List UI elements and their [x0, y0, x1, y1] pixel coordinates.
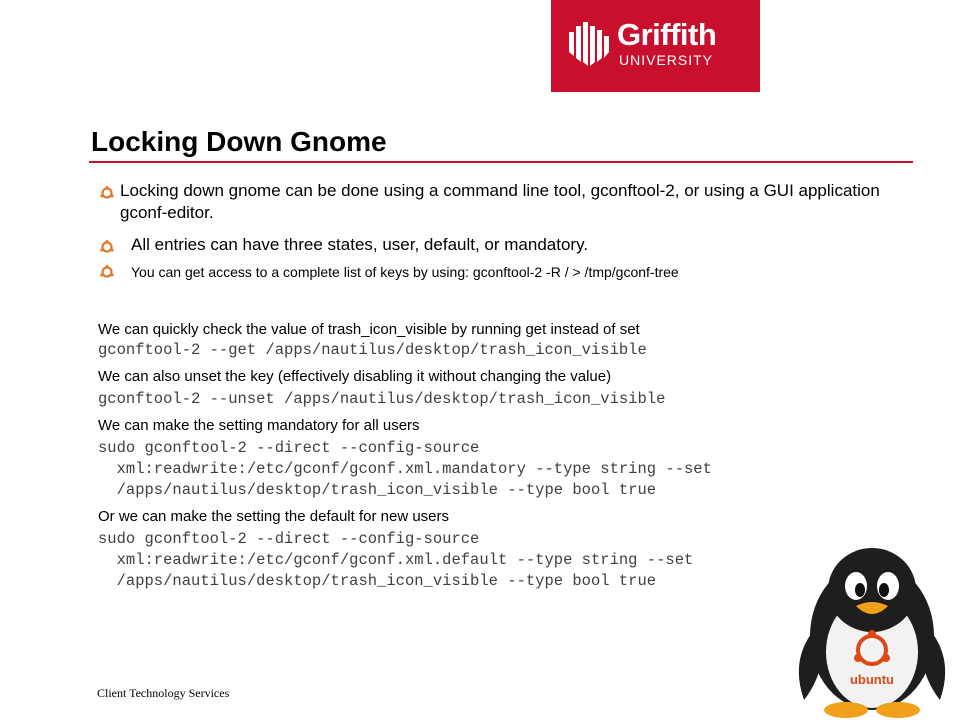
bullet-text: Locking down gnome can be done using a command line tool, gconftool-2, or using a GUI application gconf-editor. — [120, 181, 880, 222]
bullet-text: All entries can have three states, user, default, or mandatory. — [131, 235, 589, 254]
ubuntu-badge-text: ubuntu — [849, 672, 895, 687]
code-line: gconftool-2 --get /apps/nautilus/desktop/trash_icon_visible — [98, 341, 647, 359]
bullet-item — [98, 234, 898, 256]
griffith-logo — [551, 0, 760, 92]
explanation-text: We can also unset the key (effectively disabling it without changing the value) — [98, 368, 612, 385]
explanation-text: We can make the setting mandatory for all users — [98, 417, 420, 434]
logo-name: Griffith — [617, 17, 717, 52]
command-examples — [98, 320, 838, 592]
explanation-text: Or we can make the setting the default for new users — [98, 508, 450, 525]
swirl-bullet-icon — [100, 240, 114, 254]
griffith-crest-icon — [565, 22, 613, 68]
code-line: gconftool-2 --unset /apps/nautilus/desktop/trash_icon_visible — [98, 390, 666, 408]
swirl-bullet-icon — [100, 265, 114, 279]
title-underline — [89, 161, 913, 163]
bullet-item — [98, 262, 898, 282]
ubuntu-penguin-icon — [780, 540, 960, 720]
code-block: sudo gconftool-2 --direct --config-source xml:readwrite:/etc/gconf/gconf.xml.mandatory --type string --set /apps/nautilus/desktop/trash_icon_visible --type bool true — [98, 439, 712, 499]
swirl-bullet-icon — [100, 186, 114, 200]
logo-subtitle: UNIVERSITY — [619, 52, 714, 68]
bullet-list — [98, 180, 898, 282]
explanation-text: We can quickly check the value of trash_icon_visible by running get instead of set — [98, 321, 640, 338]
bullet-item — [98, 180, 898, 224]
bullet-text: You can get access to a complete list of keys by using: gconftool-2 -R / > /tmp/gconf-tree — [131, 264, 679, 280]
code-block: sudo gconftool-2 --direct --config-source xml:readwrite:/etc/gconf/gconf.xml.default --type string --set /apps/nautilus/desktop/trash_icon_visible --type bool true — [98, 530, 694, 590]
footer-text: Client Technology Services — [97, 686, 230, 700]
slide-title: Locking Down Gnome — [91, 126, 387, 157]
